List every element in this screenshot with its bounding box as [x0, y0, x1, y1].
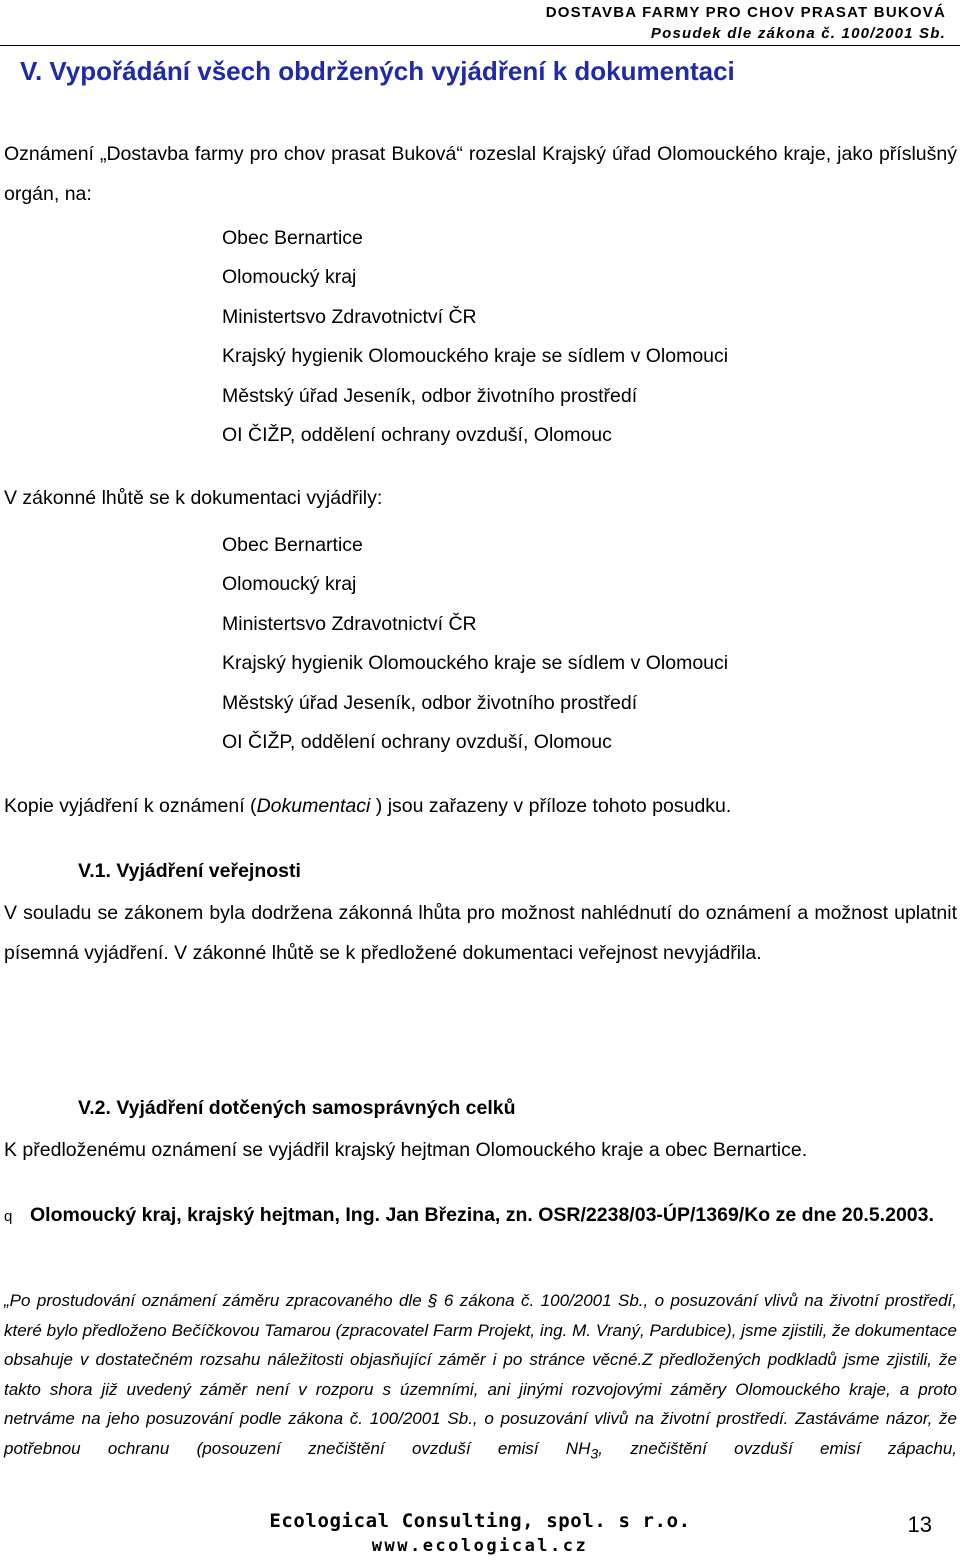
list-item: Obec Bernartice — [222, 534, 363, 556]
list-item: Krajský hygienik Olomouckého kraje se sídlem v Olomouci — [222, 652, 729, 675]
responded-intro: V zákonné lhůtě se k dokumentaci vyjádřily: — [4, 487, 383, 509]
statement-heading: Olomoucký kraj, krajský hejtman, Ing. Jan Březina, zn. OSR/2238/03-ÚP/1369/Ko ze dne 20.5.2003. — [30, 1204, 934, 1226]
copies-note-italic: Dokumentaci — [256, 795, 371, 817]
footer-company: Ecological Consulting, spol. s r.o. — [269, 1510, 691, 1532]
subsection-1-heading — [78, 860, 301, 883]
page-number: 13 — [907, 1512, 932, 1537]
quote-part2: , znečištění ovzduší emisí zápachu, — [598, 1438, 957, 1458]
list-item: Obec Bernartice — [222, 227, 363, 249]
subsection-2-title: Vyjádření dotčených samosprávných celků — [116, 1097, 516, 1119]
subsection-2-number: V.2. — [78, 1097, 111, 1119]
quote-part1: „Po prostudování oznámení záměru zpracovaného dle § 6 zákona č. 100/2001 Sb., o posuzování vlivů na životní prostředí, které bylo předloženo Bečíčkovou Tamarou (zpracovatel Farm Projekt, ing. M. Vraný, Pardubice), jsme zjistili, že dokumentace obsahuje v dostatečném rozsahu náležitosti objasňující záměr i po stránce věcné.Z předložených podkladů jsme zjistili, že takto shora již uvedený záměr není v rozporu s územními, ani jinými rozvojovými záměry Olomouckého kraje, a proto netrváme na jeho posuzování podle zákona č. 100/2001 Sb., o posuzování vlivů na životní prostředí. Zastáváme názor, že potřebnou ochranu (posouzení znečištění ovzduší emisí NH — [4, 1291, 957, 1458]
subsection-1-text: V souladu se zákonem byla dodržena zákonná lhůta pro možnost nahlédnutí do oznámení a možnost uplatnit písemná vyjádření. V zákonné lhůtě se k předložené dokumentaci veřejnost nevyjádřila. — [4, 902, 957, 964]
recipients-list — [222, 219, 728, 455]
header-subtitle: Posudek dle zákona č. 100/2001 Sb. — [650, 25, 946, 42]
list-item: Ministertsvo Zdravotnictví ČR — [222, 612, 477, 635]
subsection-1-title: Vyjádření veřejnosti — [116, 860, 301, 882]
footer-website: www.ecological.cz — [371, 1536, 589, 1556]
subsection-2-text: K předloženému oznámení se vyjádřil krajský hejtman Olomouckého kraje a obec Bernartice. — [4, 1139, 808, 1161]
copies-note-before: Kopie vyjádření k oznámení ( — [4, 795, 257, 817]
responders-list — [222, 526, 728, 762]
bullet-icon: q — [4, 1208, 13, 1225]
list-item: OI ČIŽP, oddělení ochrany ovzduší, Olomouc — [222, 424, 612, 447]
statement-quote — [4, 1286, 957, 1469]
copies-note-after: ) jsou zařazeny v příloze tohoto posudku. — [370, 795, 732, 817]
subsection-2-heading — [78, 1097, 516, 1120]
list-item: Městský úřad Jeseník, odbor životního prostředí — [222, 691, 638, 714]
header-divider — [0, 45, 960, 46]
copies-note — [4, 786, 957, 826]
header-title: DOSTAVBA FARMY PRO CHOV PRASAT BUKOVÁ — [545, 4, 946, 21]
subsection-1-number: V.1. — [78, 860, 111, 882]
list-item: Krajský hygienik Olomouckého kraje se sídlem v Olomouci — [222, 345, 729, 368]
list-item: OI ČIŽP, oddělení ochrany ovzduší, Olomouc — [222, 731, 612, 754]
section-title: V. Vypořádání všech obdržených vyjádření k dokumentaci — [20, 56, 735, 86]
intro-paragraph: Oznámení „Dostavba farmy pro chov prasat Buková“ rozeslal Krajský úřad Olomouckého kraje, jako příslušný orgán, na: — [4, 143, 957, 205]
list-item: Olomoucký kraj — [222, 573, 357, 596]
list-item: Městský úřad Jeseník, odbor životního prostředí — [222, 384, 638, 407]
quote-subscript: 3 — [590, 1445, 599, 1462]
list-item: Ministertsvo Zdravotnictví ČR — [222, 305, 477, 328]
list-item: Olomoucký kraj — [222, 266, 357, 289]
